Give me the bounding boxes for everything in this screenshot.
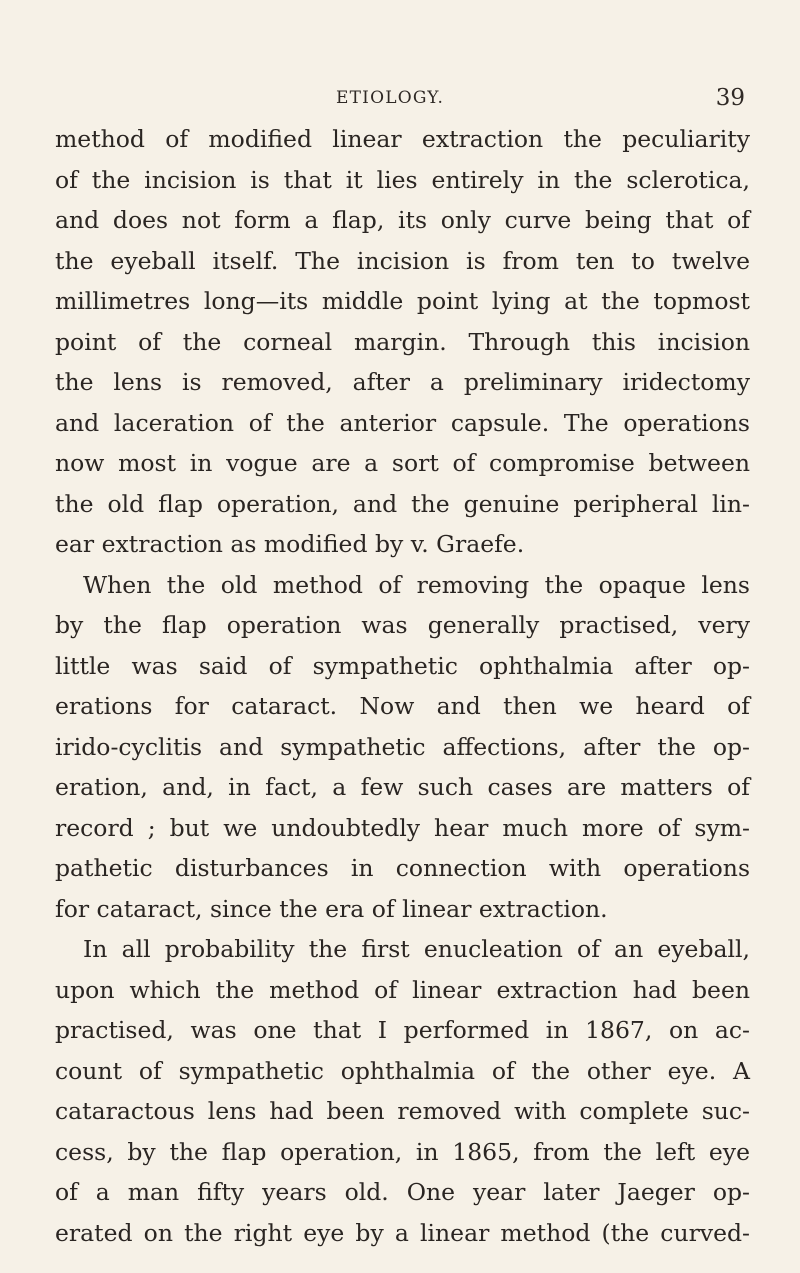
body-text: [55, 119, 750, 1253]
text-line: now most in vogue are a sort of compromise between: [55, 449, 750, 477]
text-line: In all probability the first enucleation of an eyeball,: [83, 935, 750, 963]
text-line: millimetres long—its middle point lying at the topmost: [55, 287, 750, 315]
text-line: the old flap operation, and the genuine peripheral lin-: [55, 489, 750, 518]
text-line: practised, was one that I performed in 1867, on ac-: [55, 1016, 750, 1044]
text-line: erated on the right eye by a linear method (the curved-: [55, 1218, 750, 1247]
text-line: upon which the method of linear extraction had been: [55, 975, 750, 1004]
running-title: ETIOLOGY.: [336, 88, 445, 108]
text-line: erations for cataract. Now and then we heard of: [55, 692, 750, 720]
text-line: the lens is removed, after a preliminary iridectomy: [55, 368, 750, 396]
text-line: of a man fifty years old. One year later Jaeger op-: [55, 1178, 750, 1206]
text-line: cataractous lens had been removed with complete suc-: [55, 1097, 750, 1125]
running-head: [0, 85, 800, 118]
text-line: cess, by the flap operation, in 1865, from the left eye: [55, 1137, 750, 1166]
text-line: eration, and, in fact, a few such cases are matters of: [55, 773, 750, 801]
page-number: 39: [715, 85, 745, 111]
text-line: irido-cyclitis and sympathetic affections, after the op-: [55, 732, 750, 761]
text-line: pathetic disturbances in connection with operations: [55, 854, 750, 882]
text-line: of the incision is that it lies entirely in the sclerotica,: [55, 165, 750, 194]
text-line: for cataract, since the era of linear extraction.: [55, 894, 608, 923]
text-line: method of modified linear extraction the peculiarity: [55, 125, 750, 153]
text-line: ear extraction as modified by v. Graefe.: [55, 530, 525, 558]
text-line: When the old method of removing the opaque lens: [83, 570, 750, 599]
text-line: record ; but we undoubtedly hear much more of sym-: [55, 813, 750, 842]
text-line: by the flap operation was generally practised, very: [55, 611, 750, 639]
text-line: count of sympathetic ophthalmia of the other eye. A: [55, 1056, 750, 1085]
text-line: point of the corneal margin. Through this incision: [55, 327, 750, 356]
text-line: the eyeball itself. The incision is from ten to twelve: [55, 246, 750, 275]
text-line: and laceration of the anterior capsule. The operations: [55, 408, 750, 437]
text-line: little was said of sympathetic ophthalmia after op-: [55, 651, 750, 680]
text-line: and does not form a flap, its only curve being that of: [55, 206, 750, 234]
